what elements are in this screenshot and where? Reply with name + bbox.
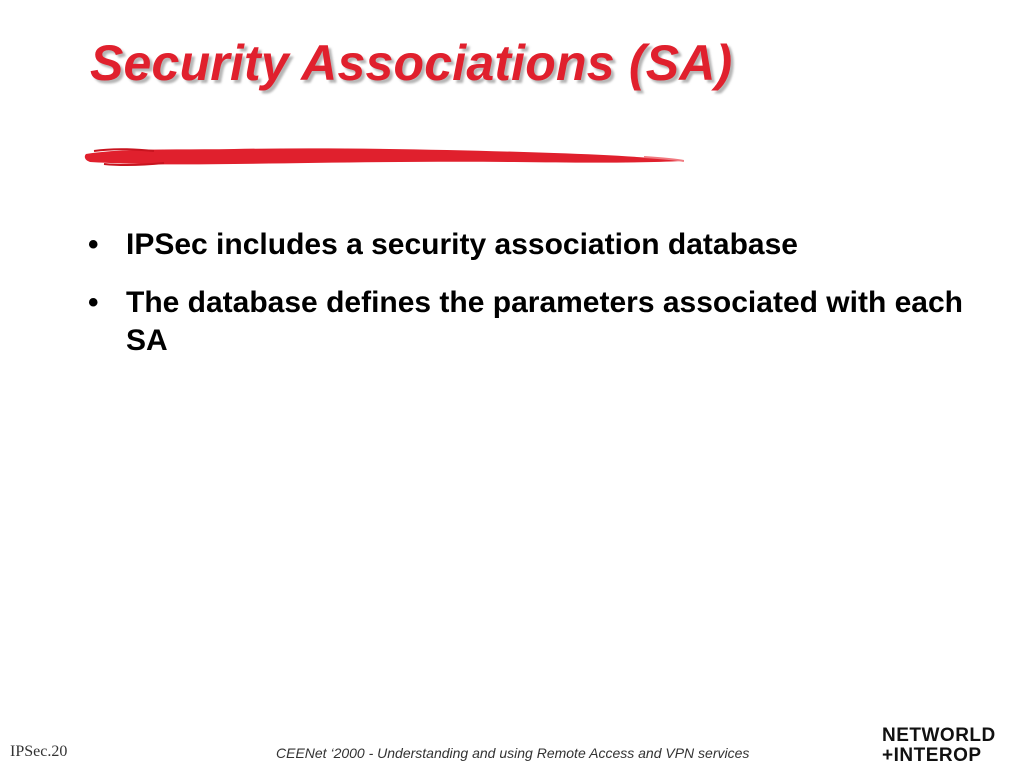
slide-title: Security Associations (SA) <box>90 35 733 91</box>
logo-line-1: NETWORLD <box>882 725 996 746</box>
title-underline-brushstroke <box>84 142 684 172</box>
slide-number: IPSec.20 <box>10 743 68 760</box>
logo-line-2: +INTEROP <box>882 745 982 766</box>
footer-course-text: CEENet ‘2000 - Understanding and using Remote Access and VPN services <box>276 745 750 761</box>
bullet-text: IPSec includes a security association database <box>126 228 798 261</box>
bullet-dot-icon: • <box>88 286 99 319</box>
networld-interop-logo <box>880 726 1008 766</box>
bullet-item <box>88 226 968 264</box>
bullet-item <box>88 284 968 360</box>
bullet-list <box>88 226 968 380</box>
bullet-dot-icon: • <box>88 228 99 261</box>
bullet-text: The database defines the parameters associated with each SA <box>126 286 963 357</box>
